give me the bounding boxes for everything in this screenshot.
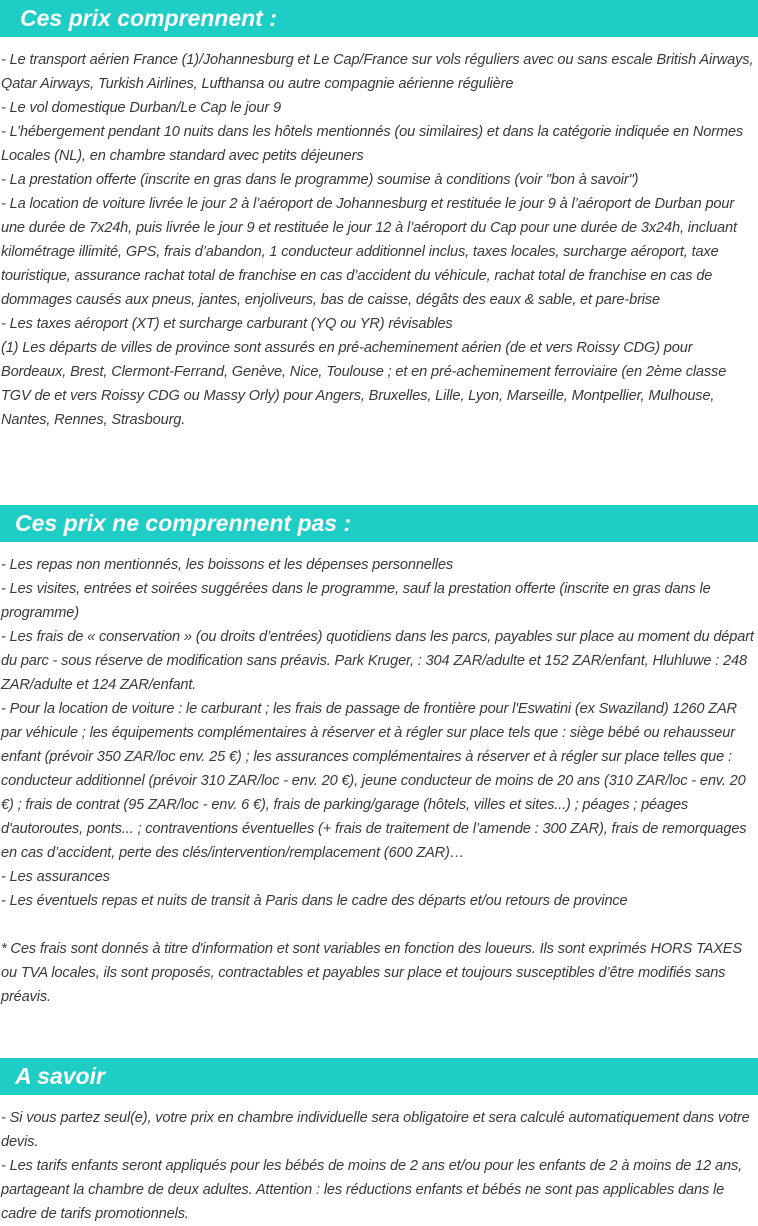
good-to-know-list: [0, 1106, 758, 1226]
list-item: (1) Les départs de villes de province sont assurés en pré-acheminement aérien (de et vers Roissy CDG) pour Bordeaux, Brest, Clermont-Ferrand, Genève, Nice, Toulouse ; et en pré-acheminement ferroviaire (en 2ème classe TGV de et vers Roissy CDG ou Massy Orly) pour Angers, Bruxelles, Lille, Lyon, Marseille, Montpellier, Mulhouse, Nantes, Rennes, Strasbourg.: [1, 340, 727, 428]
list-item: - Le transport aérien France (1)/Johannesburg et Le Cap/France sur vols réguliers avec ou sans escale British Airways, Qatar Airways, Turkish Airlines, Lufthansa ou autre compagnie aérienne régulière: [1, 52, 754, 92]
list-item: - Les visites, entrées et soirées suggérées dans le programme, sauf la prestation offerte (inscrite en gras dans le programme): [1, 581, 711, 621]
list-item: - Les repas non mentionnés, les boissons et les dépenses personnelles: [1, 557, 454, 573]
good-to-know-section: [0, 1058, 758, 1226]
included-section: [0, 0, 758, 432]
list-item: - Les frais de « conservation » (ou droits d’entrées) quotidiens dans les parcs, payables sur place au moment du départ du parc - sous réserve de modification sans préavis. Park Kruger, : 304 ZAR/adulte et 152 ZAR/enfant, Hluhluwe : 248 ZAR/adulte et 124 ZAR/enfant.: [1, 629, 754, 693]
list-item: - Les tarifs enfants seront appliqués pour les bébés de moins de 2 ans et/ou pour les enfants de 2 à moins de 12 ans, partageant la chambre de deux adultes. Attention : les réductions enfants et bébés ne sont pas applicables dans le cadre de tarifs promotionnels.: [1, 1158, 742, 1222]
excluded-list: [0, 553, 758, 913]
included-heading: Ces prix comprennent :: [0, 0, 758, 37]
list-item: - Les éventuels repas et nuits de transit à Paris dans le cadre des départs et/ou retours de province: [1, 893, 628, 909]
list-item: - Les assurances: [1, 869, 110, 885]
list-item: - L’hébergement pendant 10 nuits dans les hôtels mentionnés (ou similaires) et dans la catégorie indiquée en Normes Locales (NL), en chambre standard avec petits déjeuners: [1, 124, 744, 164]
list-item: - Le vol domestique Durban/Le Cap le jour 9: [1, 100, 281, 116]
included-list: [0, 48, 758, 432]
list-item: - Si vous partez seul(e), votre prix en chambre individuelle sera obligatoire et sera calculé automatiquement dans votre devis.: [1, 1110, 750, 1150]
excluded-heading: Ces prix ne comprennent pas :: [0, 505, 758, 542]
list-item: - Pour la location de voiture : le carburant ; les frais de passage de frontière pour l'Eswatini (ex Swaziland) 1260 ZAR par véhicule ; les équipements complémentaires à réserver et à régler sur place tels que : siège bébé ou rehausseur enfant (prévoir 350 ZAR/loc env. 25 €) ; les assurances complémentaires à réserver et à régler sur place telles que : conducteur additionnel (prévoir 310 ZAR/loc - env. 20 €), jeune conducteur de moins de 20 ans (310 ZAR/loc - env. 20 €) ; frais de contrat (95 ZAR/loc - env. 6 €), frais de parking/garage (hôtels, villes et sites...) ; péages ; péages d'autoroutes, ponts... ; contraventions éventuelles (+ frais de traitement de l’amende : 300 ZAR), frais de remorquages en cas d’accident, perte des clés/intervention/remplacement (600 ZAR)…: [1, 701, 747, 861]
list-item: - La location de voiture livrée le jour 2 à l’aéroport de Johannesburg et restituée le jour 9 à l’aéroport de Durban pour une durée de 7x24h, puis livrée le jour 9 et restituée le jour 12 à l’aéroport du Cap pour une durée de 3x24h, incluant kilométrage illimité, GPS, frais d’abandon, 1 conducteur additionnel inclus, taxes locales, surcharge aéroport, taxe touristique, assurance rachat total de franchise en cas d’accident du véhicule, rachat total de franchise en cas de dommages causés aux pneus, jantes, enjoliveurs, bas de caisse, dégâts des eaux & sable, et pare-brise: [1, 196, 737, 308]
excluded-section: [0, 505, 758, 1009]
good-to-know-heading: A savoir: [0, 1058, 758, 1095]
list-item: - La prestation offerte (inscrite en gras dans le programme) soumise à conditions (voir "bon à savoir"): [1, 172, 639, 188]
excluded-footnote: * Ces frais sont donnés à titre d'information et sont variables en fonction des loueurs. Ils sont exprimés HORS TAXES ou TVA locales, ils sont proposés, contractables et payables sur place et toujours susceptibles d’être modifiés sans préavis.: [1, 941, 742, 1005]
list-item: - Les taxes aéroport (XT) et surcharge carburant (YQ ou YR) révisables: [1, 316, 453, 332]
